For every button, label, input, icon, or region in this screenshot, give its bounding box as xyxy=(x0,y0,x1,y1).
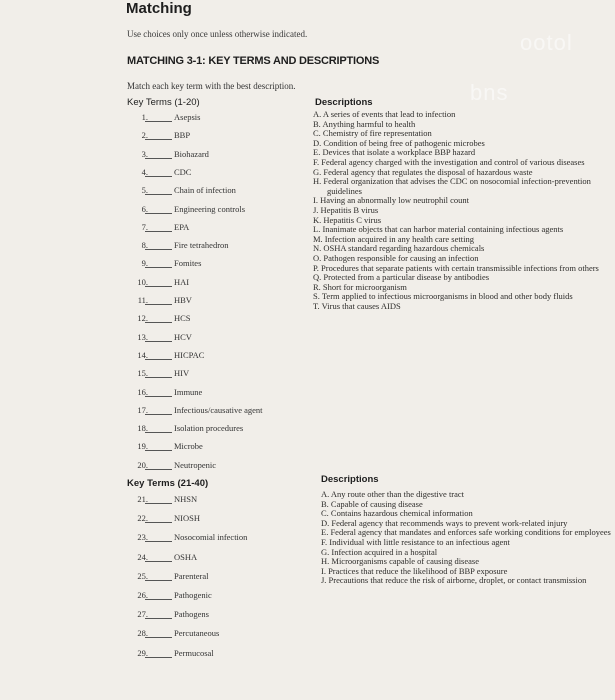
term-label: Infectious/causative agent xyxy=(174,404,263,415)
term-number: 15. xyxy=(137,368,148,379)
answer-blank[interactable] xyxy=(145,432,172,433)
term-label: Immune xyxy=(174,386,203,397)
description-item: E. Federal agency that mandates and enforces safe working conditions for employees xyxy=(321,527,611,538)
term-number: 14. xyxy=(137,349,148,360)
watermark: bns xyxy=(470,80,509,105)
term-label: OSHA xyxy=(174,551,198,562)
term-number: 18. xyxy=(137,423,148,434)
answer-blank[interactable] xyxy=(145,231,172,232)
answer-blank[interactable] xyxy=(145,396,172,397)
answer-blank[interactable] xyxy=(145,580,172,581)
description-item: D. Condition of being free of pathogenic microbes xyxy=(313,137,485,148)
description-item: K. Hepatitis C virus xyxy=(313,214,381,225)
description-item: H. Federal organization that advises the CDC on nosocomial infection-prevention guidelines xyxy=(313,176,591,196)
term-label: CDC xyxy=(174,166,192,177)
description-item: S. Term applied to infectious microorganisms in blood and other body fluids xyxy=(313,291,573,302)
term-number: 27. xyxy=(137,609,148,620)
term-number: 10. xyxy=(137,276,148,287)
description-item: A. Any route other than the digestive tract xyxy=(321,489,465,499)
key-terms-list-2 xyxy=(126,494,296,674)
descriptions-heading-1: Descriptions xyxy=(315,97,373,108)
description-item: P. Procedures that separate patients with certain transmissible infections from others xyxy=(313,262,599,273)
term-label: HIV xyxy=(174,368,190,379)
term-label: EPA xyxy=(174,221,190,232)
answer-blank[interactable] xyxy=(145,249,172,250)
description-item: O. Pathogen responsible for causing an infection xyxy=(313,252,479,263)
description-item: F. Individual with little resistance to an infectious agent xyxy=(321,536,510,547)
term-label: Fomites xyxy=(174,258,202,269)
description-item: L. Inanimate objects that can harbor material containing infectious agents xyxy=(313,224,564,235)
description-item: T. Virus that causes AIDS xyxy=(313,300,401,311)
term-label: Pathogenic xyxy=(174,590,212,600)
term-label: Biohazard xyxy=(174,148,209,159)
answer-blank[interactable] xyxy=(145,267,172,268)
term-label: Asepsis xyxy=(174,112,201,122)
term-label: Microbe xyxy=(174,441,203,452)
description-item: I. Practices that reduce the likelihood of BBP exposure xyxy=(321,565,508,576)
answer-blank[interactable] xyxy=(145,414,172,415)
answer-blank[interactable] xyxy=(145,657,172,658)
term-label: Pathogens xyxy=(174,609,209,620)
section-heading: Matching xyxy=(126,0,192,17)
term-label: HBV xyxy=(174,295,192,305)
general-instructions: Use choices only once unless otherwise indicated. xyxy=(127,29,308,39)
term-label: HCS xyxy=(174,313,191,324)
term-label: Parenteral xyxy=(174,570,209,581)
answer-blank[interactable] xyxy=(145,522,172,523)
descriptions-list-1 xyxy=(313,110,613,311)
term-number: 26. xyxy=(137,590,148,600)
description-item: H. Microorganisms capable of causing disease xyxy=(321,556,479,567)
description-item: Q. Protected from a particular disease by antibodies xyxy=(313,272,490,283)
description-item: C. Chemistry of fire representation xyxy=(313,128,432,139)
answer-blank[interactable] xyxy=(145,194,172,195)
answer-blank[interactable] xyxy=(145,322,172,323)
description-item: J. Hepatitis B virus xyxy=(313,204,379,215)
term-label: Chain of infection xyxy=(174,185,236,196)
description-item: A. A series of events that lead to infection xyxy=(313,109,456,119)
answer-blank[interactable] xyxy=(145,469,172,470)
term-label: Permucosal xyxy=(174,647,214,658)
term-number: 22. xyxy=(137,513,148,524)
term-number: 12. xyxy=(137,313,148,324)
answer-blank[interactable] xyxy=(145,176,172,177)
answer-blank[interactable] xyxy=(145,377,172,378)
term-number: 3. xyxy=(141,148,148,159)
descriptions-list-2 xyxy=(321,490,613,586)
answer-blank[interactable] xyxy=(145,599,172,600)
description-item: R. Short for microorganism xyxy=(313,281,407,292)
term-number: 11. xyxy=(137,295,148,305)
term-number: 25. xyxy=(137,570,148,581)
exercise-title: MATCHING 3-1: KEY TERMS AND DESCRIPTIONS xyxy=(127,55,380,67)
term-number: 20. xyxy=(137,459,148,470)
key-terms-heading-2: Key Terms (21-40) xyxy=(127,478,209,489)
answer-blank[interactable] xyxy=(145,637,172,638)
term-number: 2. xyxy=(141,130,148,141)
description-item: B. Capable of causing disease xyxy=(321,498,423,509)
description-item: M. Infection acquired in any health care setting xyxy=(313,233,474,244)
description-item: C. Contains hazardous chemical information xyxy=(321,508,473,519)
answer-blank[interactable] xyxy=(145,341,172,342)
term-number: 28. xyxy=(137,628,148,639)
description-item: I. Having an abnormally low neutrophil count xyxy=(313,195,470,206)
term-label: Fire tetrahedron xyxy=(174,240,229,251)
term-number: 16. xyxy=(137,386,148,397)
description-item: D. Federal agency that recommends ways to prevent work-related injury xyxy=(321,517,568,528)
term-number: 29. xyxy=(137,647,148,658)
answer-blank[interactable] xyxy=(145,121,172,122)
answer-blank[interactable] xyxy=(145,618,172,619)
term-number: 23. xyxy=(137,532,148,543)
description-item: F. Federal agency charged with the investigation and control of various diseases xyxy=(313,156,585,167)
term-number: 24. xyxy=(137,551,148,562)
description-item: G. Infection acquired in a hospital xyxy=(321,546,438,557)
term-label: HCV xyxy=(174,331,192,342)
answer-blank[interactable] xyxy=(145,359,172,360)
term-label: Percutaneous xyxy=(174,628,220,639)
term-number: 1. xyxy=(141,112,148,122)
answer-blank[interactable] xyxy=(145,541,172,542)
term-label: Neutropenic xyxy=(174,459,217,470)
term-label: Isolation procedures xyxy=(174,423,244,434)
answer-blank[interactable] xyxy=(145,561,172,562)
description-item: G. Federal agency that regulates the disposal of hazardous waste xyxy=(313,166,533,177)
answer-blank[interactable] xyxy=(145,139,172,140)
description-item: J. Precautions that reduce the risk of airborne, droplet, or contact transmission xyxy=(321,575,587,586)
term-number: 13. xyxy=(137,331,148,342)
key-terms-heading-1: Key Terms (1-20) xyxy=(127,97,200,108)
description-item: E. Devices that isolate a workplace BBP hazard xyxy=(313,147,476,158)
answer-blank[interactable] xyxy=(145,450,172,451)
term-label: BBP xyxy=(174,130,191,141)
term-label: Nosocomial infection xyxy=(174,532,248,543)
description-item: B. Anything harmful to health xyxy=(313,118,416,129)
term-number: 4. xyxy=(141,166,148,177)
answer-blank[interactable] xyxy=(145,304,172,305)
term-number: 17. xyxy=(137,404,148,415)
watermark: ootol xyxy=(520,30,573,55)
term-number: 19. xyxy=(137,441,148,452)
term-number: 21. xyxy=(137,494,148,504)
term-label: HICPAC xyxy=(174,349,205,360)
term-label: Engineering controls xyxy=(174,203,246,214)
answer-blank[interactable] xyxy=(145,286,172,287)
match-instructions: Match each key term with the best description. xyxy=(127,81,296,91)
term-label: HAI xyxy=(174,276,190,287)
answer-blank[interactable] xyxy=(145,158,172,159)
term-number: 6. xyxy=(141,203,148,214)
term-number: 5. xyxy=(141,185,148,196)
description-item: N. OSHA standard regarding hazardous chemicals xyxy=(313,243,485,254)
term-number: 7. xyxy=(141,221,148,232)
term-number: 9. xyxy=(141,258,148,269)
key-terms-list-1 xyxy=(126,112,296,472)
term-number: 8. xyxy=(141,240,148,251)
descriptions-heading-2: Descriptions xyxy=(321,474,379,485)
answer-blank[interactable] xyxy=(145,503,172,504)
answer-blank[interactable] xyxy=(145,213,172,214)
term-label: NHSN xyxy=(174,494,198,504)
term-label: NIOSH xyxy=(174,513,200,524)
